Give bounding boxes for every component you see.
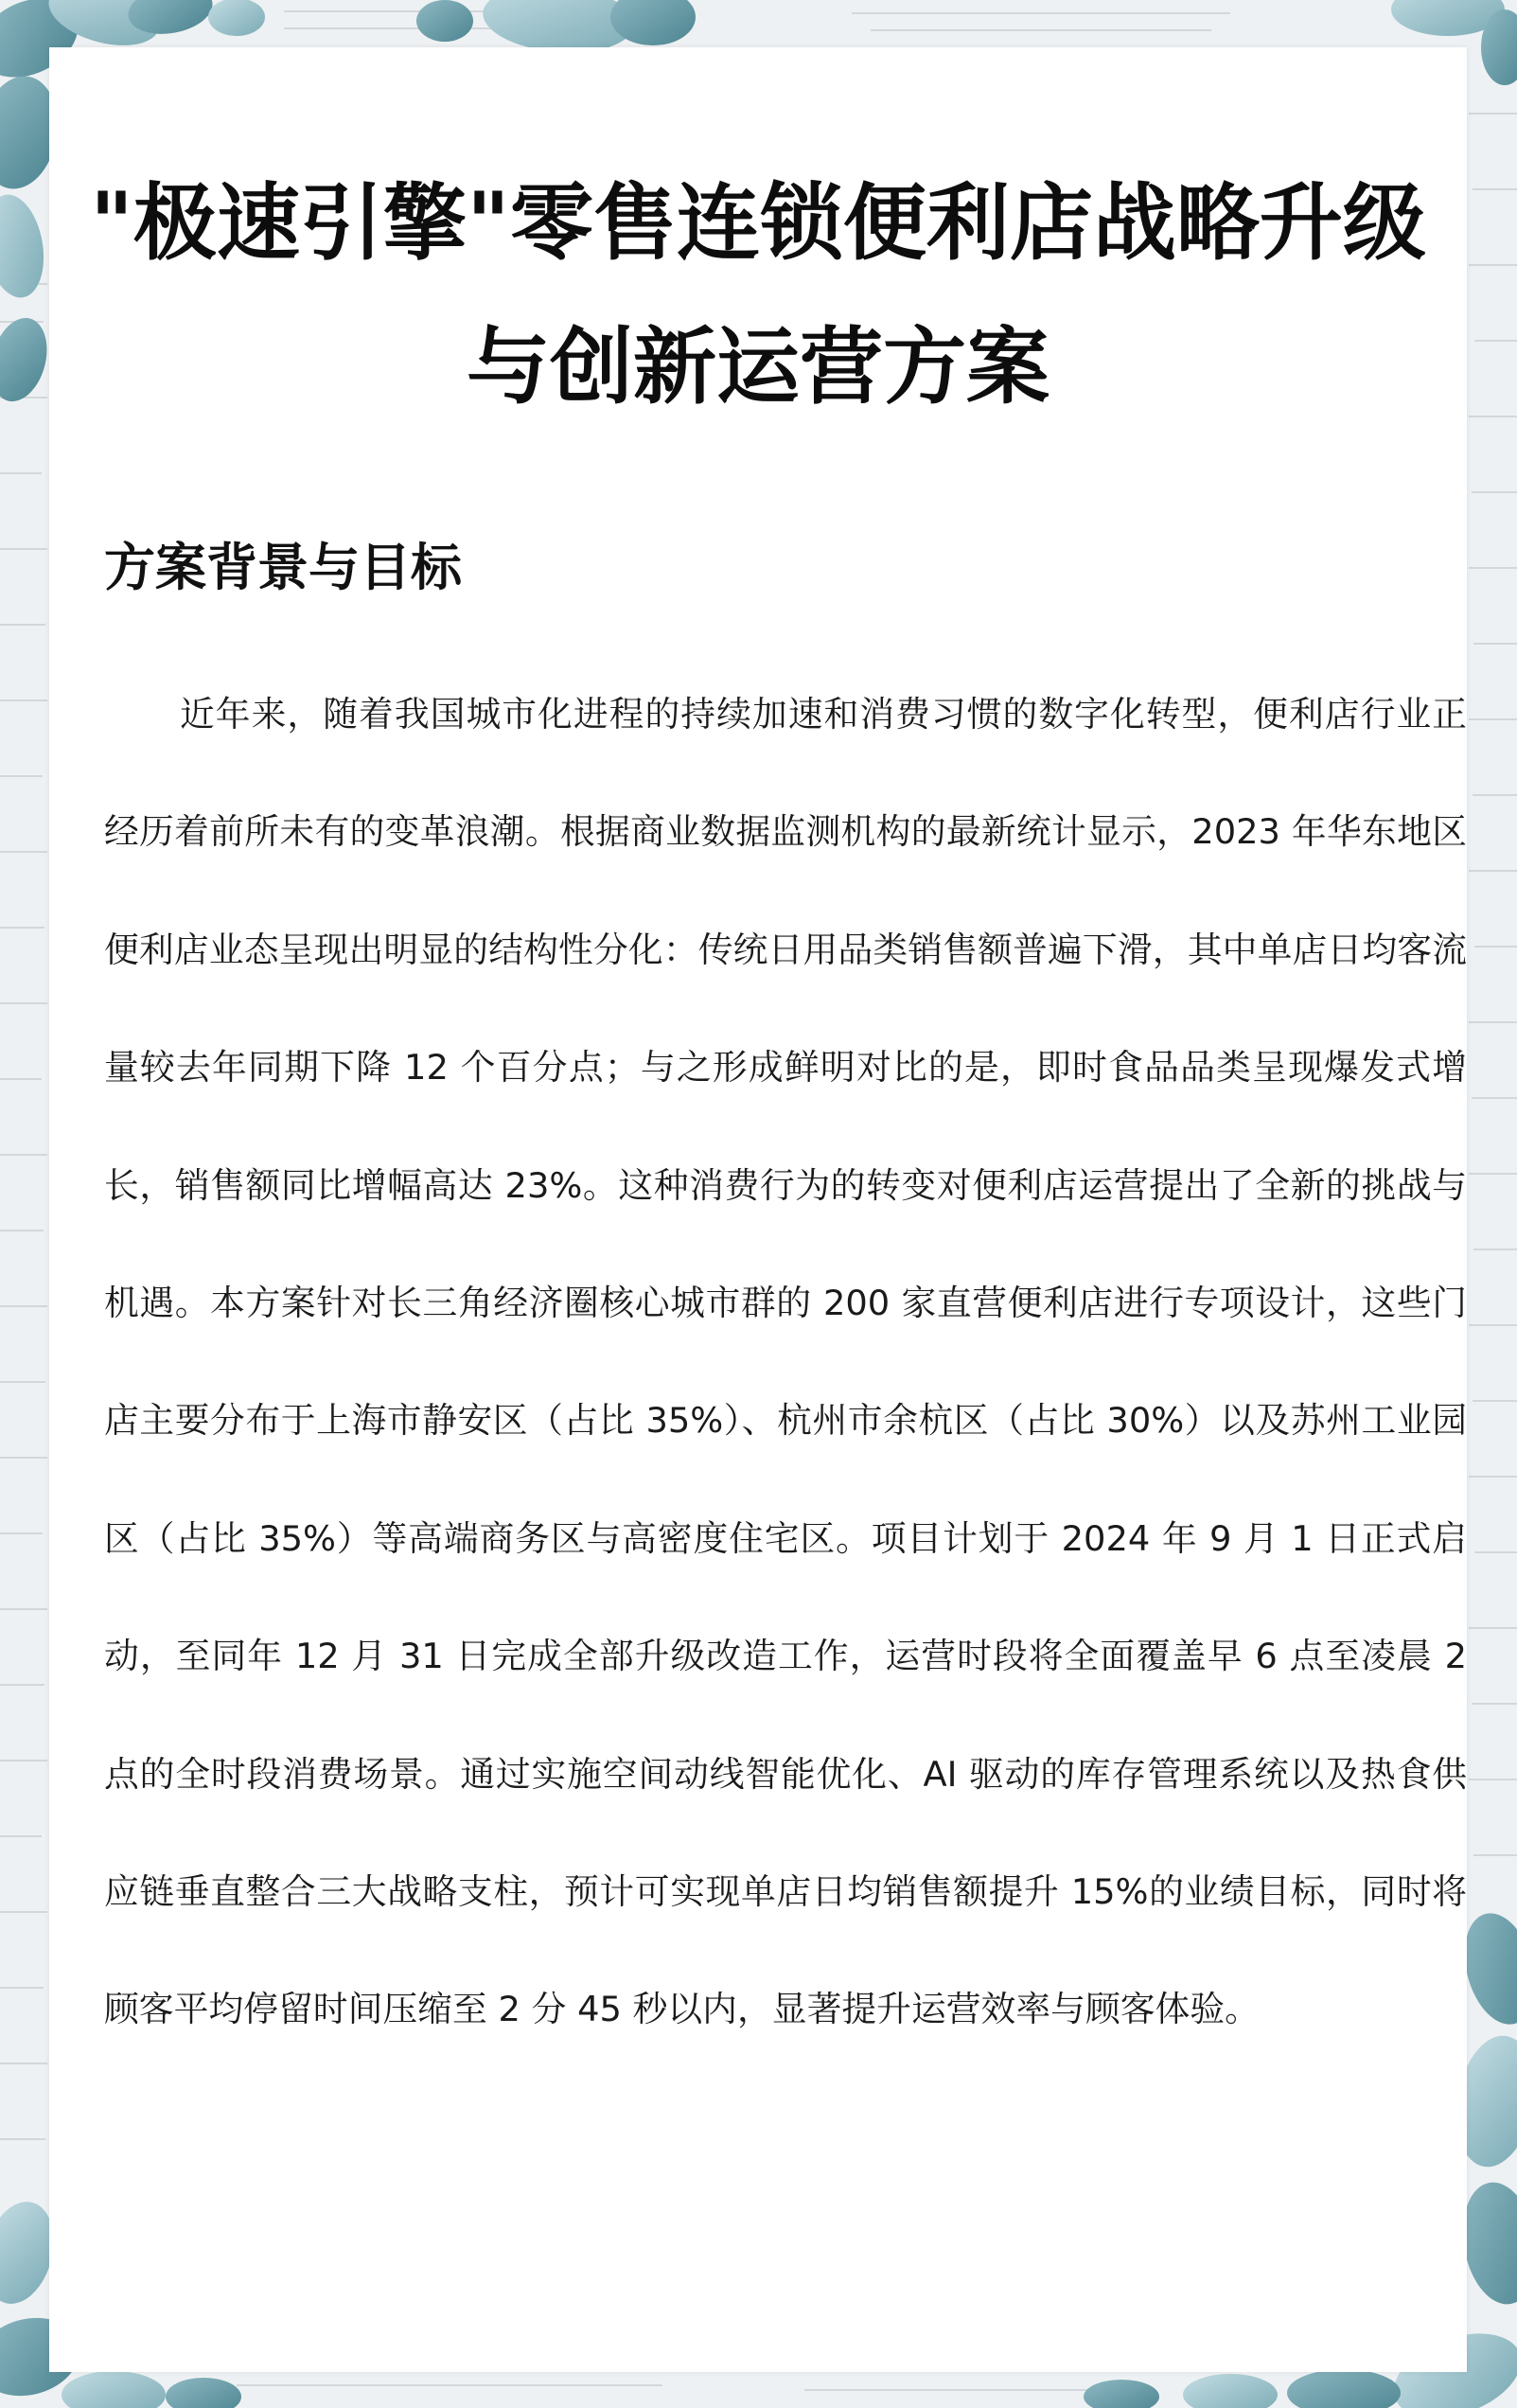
body-paragraph: 近年来，随着我国城市化进程的持续加速和消费习惯的数字化转型，便利店行业正经历着前所未有的变革浪潮。根据商业数据监测机构的最新统计显示，2023 年华东地区便利店业态呈现出明显的结构性分化：传统日用品类销售额普遍下滑，其中单店日均客流量较去年同期下降 12 个百分点；与之形成鲜明对比的是，即时食品品类呈现爆发式增长，销售额同比增幅高达 23%。这种消费行为的转变对便利店运营提出了全新的挑战与机遇。本方案针对长三角经济圈核心城市群的 200 家直营便利店进行专项设计，这些门店主要分布于上海市静安区（占比 35%）、杭州市余杭区（占比 30%）以及苏州工业园区（占比 35%）等高端商务区与高密度住宅区。项目计划于 2024 年 9 月 1 日正式启动，至同年 12 月 31 日完成全部升级改造工作，运营时段将全面覆盖早 6 点至凌晨 2 点的全时段消费场景。通过实施空间动线智能优化、AI 驱动的库存管理系统以及热食供应链垂直整合三大战略支柱，预计可实现单店日均销售额提升 15%的业绩目标，同时将顾客平均停留时间压缩至 2 分 45 秒以内，显著提升运营效率与顾客体验。 xyxy=(104,694,1467,2030)
document-title: "极速引擎"零售连锁便利店战略升级与创新运营方案 xyxy=(90,174,1426,416)
document-page xyxy=(49,47,1467,2372)
section-heading: 方案背景与目标 xyxy=(104,538,462,597)
